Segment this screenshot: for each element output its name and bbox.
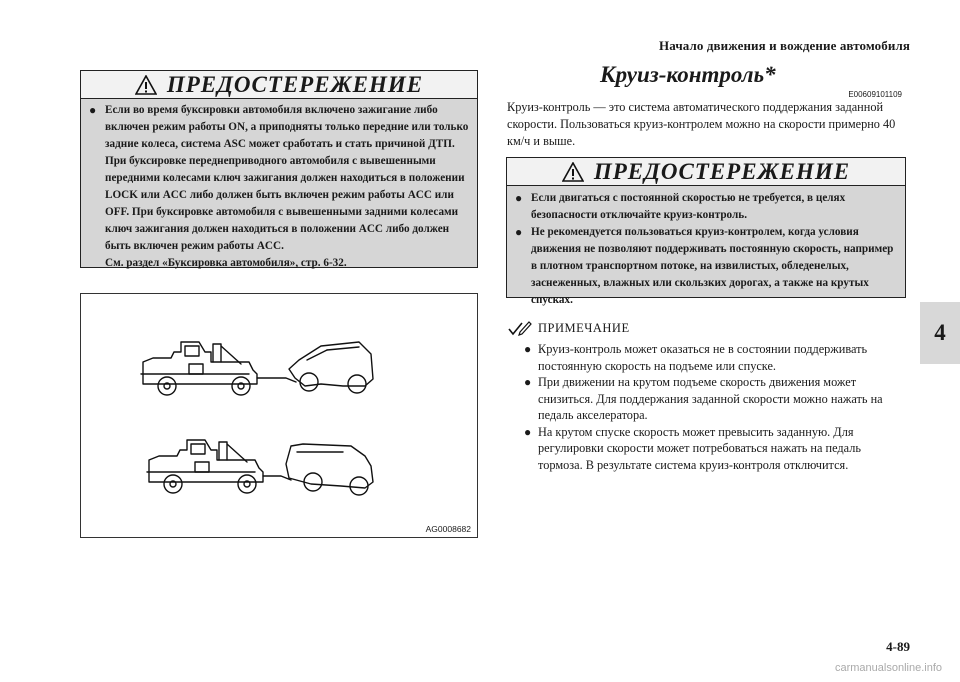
note-text: При движении на крутом подъеме скорость движения может снизиться. Для поддержания заданной скорости можно нажать на педаль акселератора. bbox=[538, 375, 883, 422]
warning-text: Если во время буксировки автомобиля включено зажигание либо включен режим работы ON, а приподняты только передние или только задние колеса, система ASC может сработать и стать причиной ДТП. При буксировке переднеприводного автомобиля с вывешенными передними колесами ключ зажигания должен находиться в положении LOCK или ACC либо должен быть включен режим работы ACC или OFF. При буксировке автомобиля с вывешенными задними колесами ключ зажигания должен находиться в положении ACC либо должен быть включен режим работы ACC. bbox=[105, 104, 469, 252]
warning-text: Не рекомендуется пользоваться круиз-контролем, когда условия движения не позволяют поддерживать постоянную скорость, например в плотном транспортном потоке, на извилистых, обледенелых, заснеженных, влажных или скользких дорогах, а также на крутых спусках. bbox=[531, 226, 894, 306]
bullet-icon: ● bbox=[89, 103, 97, 117]
note-item bbox=[524, 374, 904, 424]
warning-title: ПРЕДОСТЕРЕЖЕНИЕ bbox=[593, 158, 851, 184]
bullet-icon: ● bbox=[515, 225, 523, 239]
running-header: Начало движения и вождение автомобиля bbox=[659, 38, 910, 53]
warning-triangle-icon bbox=[135, 75, 157, 95]
warning-body bbox=[81, 99, 477, 278]
page-number: 4-89 bbox=[886, 639, 910, 654]
note-item bbox=[524, 341, 904, 374]
tow-truck-drawing bbox=[81, 294, 477, 537]
tow-truck-top bbox=[141, 342, 296, 395]
bullet-icon: ● bbox=[524, 342, 532, 356]
note-list bbox=[524, 341, 904, 473]
section-intro: Круиз-контроль — это система автоматического поддержания заданной скорости. Пользоваться круиз-контролем можно на скорости примерно 40 км/ч и выше. bbox=[507, 100, 896, 148]
warning-reference: См. раздел «Буксировка автомобиля», стр. 6-32. bbox=[105, 257, 347, 269]
towed-suv-top bbox=[289, 342, 373, 393]
towing-illustration bbox=[80, 293, 478, 538]
tow-truck-bottom bbox=[147, 440, 291, 493]
illustration-code: AG0008682 bbox=[425, 524, 471, 534]
cruise-warning-box bbox=[506, 157, 906, 306]
note-text: На крутом спуске скорость может превысить заданную. Для регулировки скорости может потребоваться нажать на педаль тормоза. В результате система круиз-контроля отключится. bbox=[538, 424, 861, 472]
note-text: Круиз-контроль может оказаться не в состоянии поддерживать постоянную скорость на подъеме или спуске. bbox=[538, 342, 868, 373]
note-item bbox=[524, 424, 904, 474]
warning-header bbox=[507, 158, 905, 186]
towing-warning-box bbox=[80, 70, 478, 268]
bullet-icon: ● bbox=[524, 375, 532, 389]
warning-text: Если двигаться с постоянной скоростью не требуется, в целях безопасности отключайте круиз-контроль. bbox=[531, 192, 846, 221]
warning-triangle-icon bbox=[562, 162, 584, 182]
watermark: carmanualsonline.info bbox=[834, 662, 942, 674]
warning-title: ПРЕДОСТЕРЕЖЕНИЕ bbox=[166, 71, 424, 97]
note-pencil-icon bbox=[508, 320, 532, 336]
warning-header bbox=[81, 71, 477, 99]
chapter-number: 4 bbox=[934, 320, 946, 345]
towed-suv-bottom bbox=[286, 444, 373, 495]
section-title: Круиз-контроль* bbox=[600, 62, 776, 87]
note-title: ПРИМЕЧАНИЕ bbox=[538, 320, 630, 335]
warning-item bbox=[515, 190, 897, 224]
chapter-tab bbox=[920, 302, 960, 364]
bullet-icon: ● bbox=[515, 191, 523, 205]
section-code: E00609101109 bbox=[848, 90, 902, 99]
note-heading bbox=[508, 320, 630, 336]
bullet-icon: ● bbox=[524, 424, 532, 439]
warning-body bbox=[507, 186, 905, 315]
warning-item bbox=[515, 224, 897, 309]
warning-item bbox=[89, 102, 469, 272]
